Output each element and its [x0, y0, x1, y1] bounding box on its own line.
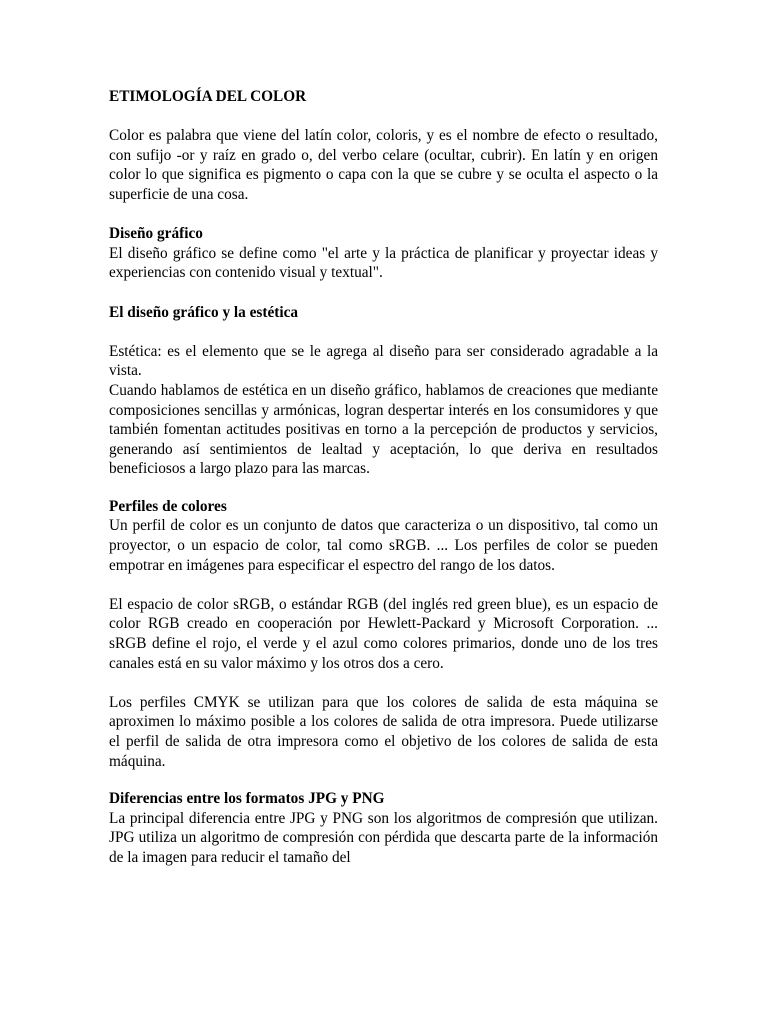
color-profiles-paragraph-2: El espacio de color sRGB, o estándar RGB (del inglés red green blue), es un espacio de color RGB creado en cooperación por Hewlett-Packard y Microsoft Corporation. ... sRGB define el rojo, el verde y el azul como colores primarios, donde uno de los tres canales está en su valor máximo y los otros dos a cero. — [109, 595, 658, 672]
color-profiles-heading: Perfiles de colores — [109, 497, 227, 515]
color-profiles-paragraph-3: Los perfiles CMYK se utilizan para que los colores de salida de esta máquina se aproximen lo máximo posible a los colores de salida de otra impresora. Puede utilizarse el perfil de salida de otra impresora como el objetivo de los colores de salida de esta máquina. — [109, 693, 658, 770]
spacer — [109, 322, 658, 342]
spacer — [109, 283, 658, 303]
document-body — [109, 87, 658, 868]
spacer — [109, 673, 658, 693]
formats-paragraph: La principal diferencia entre JPG y PNG son los algoritmos de compresión que utilizan. JPG utiliza un algoritmo de compresión con pérdida que descarta parte de la información de la imagen para reducir el tamaño del — [109, 809, 658, 866]
spacer — [109, 479, 658, 497]
color-profiles-paragraph-1: Un perfil de color es un conjunto de datos que caracteriza o un dispositivo, tal como un proyector, o un espacio de color, tal como sRGB. ... Los perfiles de color se pueden empotrar en imágenes para especificar el espectro del rango de los datos. — [109, 517, 658, 574]
graphic-design-paragraph: El diseño gráfico se define como "el arte y la práctica de planificar y proyectar ideas y experiencias con contenido visual y textual". — [109, 244, 658, 282]
aesthetics-heading: El diseño gráfico y la estética — [109, 303, 299, 321]
spacer — [109, 205, 658, 225]
etymology-paragraph: Color es palabra que viene del latín color, coloris, y es el nombre de efecto o resultado, con sufijo -or y raíz en grado o, del verbo celare (ocultar, cubrir). En latín y en origen color lo que significa es pigmento o capa con la que se cubre y se oculta el aspecto o la superficie de una cosa. — [109, 127, 658, 203]
document-title: ETIMOLOGÍA DEL COLOR — [109, 88, 307, 105]
spacer — [109, 771, 658, 789]
aesthetics-paragraph-1: Estética: es el elemento que se le agrega al diseño para ser considerado agradable a la vista. — [109, 342, 658, 380]
graphic-design-heading: Diseño gráfico — [109, 225, 203, 243]
spacer — [109, 107, 658, 127]
spacer — [109, 575, 658, 595]
aesthetics-paragraph-2: Cuando hablamos de estética en un diseño gráfico, hablamos de creaciones que mediante composiciones sencillas y armónicas, logran despertar interés en los consumidores y que también fomentan actitudes positivas en torno a la percepción de productos y servicios, generando así sentimientos de lealtad y aceptación, lo que deriva en resultados beneficiosos a largo plazo para las marcas. — [109, 381, 658, 478]
formats-heading: Diferencias entre los formatos JPG y PNG — [109, 790, 385, 808]
